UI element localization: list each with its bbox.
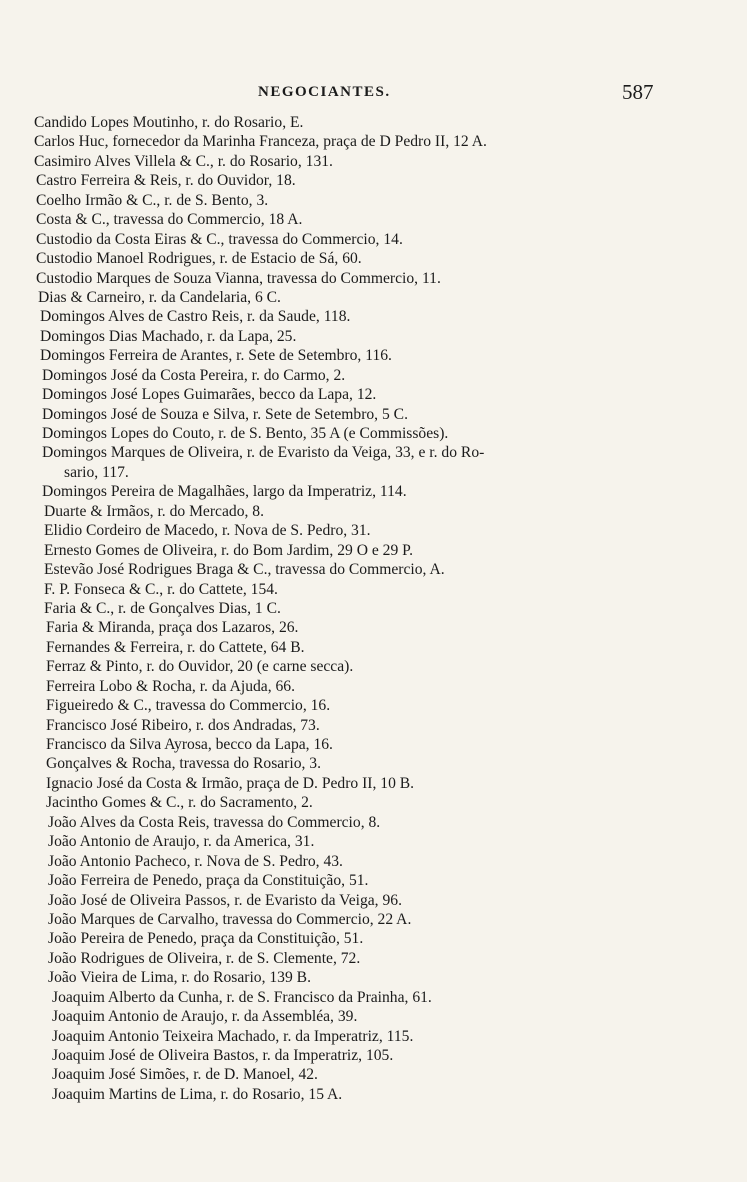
entry-continuation: sario, 117. (64, 463, 129, 481)
merchant-list (0, 113, 747, 1104)
running-head: NEGOCIANTES. (258, 84, 391, 100)
entry-text: Candido Lopes Moutinho, r. do Rosario, E. (34, 114, 304, 131)
list-item (0, 677, 747, 696)
entry-text: João Antonio Pacheco, r. Nova de S. Pedro, 43. (48, 852, 343, 870)
entry-text: João Ferreira de Penedo, praça da Constituição, 51. (48, 872, 369, 890)
list-item (0, 443, 747, 482)
page-header (0, 82, 747, 106)
list-item (0, 968, 747, 987)
entry-text: Joaquim José de Oliveira Bastos, r. da Imperatriz, 105. (52, 1047, 394, 1065)
list-item (0, 385, 747, 404)
entry-text: Casimiro Alves Villela & C., r. do Rosario, 131. (34, 152, 333, 170)
entry-text: João Vieira de Lima, r. do Rosario, 139 B. (48, 969, 311, 987)
entry-text: Custodio da Costa Eiras & C., travessa do Commercio, 14. (36, 230, 403, 248)
entry-text: Ignacio José da Costa & Irmão, praça de D. Pedro II, 10 B. (46, 774, 415, 792)
list-item (0, 230, 747, 249)
entry-text: Coelho Irmão & C., r. de S. Bento, 3. (36, 191, 269, 209)
entry-text: Ferraz & Pinto, r. do Ouvidor, 20 (e carne secca). (46, 658, 354, 676)
list-item (0, 832, 747, 851)
entry-text: Faria & Miranda, praça dos Lazaros, 26. (46, 619, 299, 637)
list-item (0, 132, 747, 151)
entry-text: Figueiredo & C., travessa do Commercio, 16. (46, 697, 331, 715)
entry-text: Ernesto Gomes de Oliveira, r. do Bom Jardim, 29 O e 29 P. (44, 541, 414, 559)
entry-text: Duarte & Irmãos, r. do Mercado, 8. (44, 502, 264, 520)
list-item (0, 793, 747, 812)
entry-text: Ferreira Lobo & Rocha, r. da Ajuda, 66. (46, 677, 296, 695)
entry-text: Domingos José da Costa Pereira, r. do Carmo, 2. (42, 366, 346, 384)
list-item (0, 910, 747, 929)
entry-text: Domingos Lopes do Couto, r. de S. Bento, 35 A (e Commissões). (42, 425, 449, 442)
entry-text: Domingos José Lopes Guimarães, becco da Lapa, 12. (42, 386, 377, 404)
list-item (0, 657, 747, 676)
list-item (0, 171, 747, 190)
entry-text: João Alves da Costa Reis, travessa do Commercio, 8. (48, 813, 381, 831)
list-item (0, 599, 747, 618)
entry-text: Joaquim Martins de Lima, r. do Rosario, 15 A. (52, 1085, 343, 1103)
entry-text: Carlos Huc, fornecedor da Marinha Franceza, praça de D Pedro II, 12 A. (34, 133, 487, 151)
entry-text: Domingos Dias Machado, r. da Lapa, 25. (40, 327, 297, 345)
list-item (0, 1027, 747, 1046)
list-item (0, 560, 747, 579)
list-item (0, 366, 747, 385)
list-item (0, 716, 747, 735)
list-item (0, 327, 747, 346)
entry-text: Gonçalves & Rocha, travessa do Rosario, 3. (46, 755, 321, 773)
list-item (0, 949, 747, 968)
entry-text: Custodio Manoel Rodrigues, r. de Estacio de Sá, 60. (36, 250, 362, 268)
entry-text: Costa & C., travessa do Commercio, 18 A. (36, 211, 303, 229)
entry-text: Domingos José de Souza e Silva, r. Sete de Setembro, 5 C. (42, 405, 408, 423)
entry-text: Dias & Carneiro, r. da Candelaria, 6 C. (38, 288, 281, 306)
list-item (0, 618, 747, 637)
list-item (0, 191, 747, 210)
entry-text: João José de Oliveira Passos, r. de Evaristo da Veiga, 96. (48, 891, 402, 909)
entry-text: Joaquim Antonio de Araujo, r. da Assembléa, 39. (52, 1008, 358, 1026)
list-item (0, 988, 747, 1007)
list-item (0, 152, 747, 171)
list-item (0, 871, 747, 890)
list-item (0, 482, 747, 501)
list-item (0, 852, 747, 871)
list-item (0, 735, 747, 754)
list-item (0, 346, 747, 365)
list-item (0, 774, 747, 793)
entry-text: Elidio Cordeiro de Macedo, r. Nova de S. Pedro, 31. (44, 522, 371, 540)
list-item (0, 754, 747, 773)
entry-text: Castro Ferreira & Reis, r. do Ouvidor, 18. (36, 172, 296, 190)
entry-text: Joaquim José Simões, r. de D. Manoel, 42. (52, 1066, 318, 1084)
list-item (0, 307, 747, 326)
list-item (0, 638, 747, 657)
entry-text: João Marques de Carvalho, travessa do Commercio, 22 A. (48, 910, 412, 928)
entry-text: Domingos Ferreira de Arantes, r. Sete de Setembro, 116. (40, 347, 392, 365)
entry-text: Joaquim Alberto da Cunha, r. de S. Francisco da Prainha, 61. (52, 988, 432, 1006)
entry-text: Fernandes & Ferreira, r. do Cattete, 64 B. (46, 638, 305, 656)
list-item (0, 521, 747, 540)
list-item (0, 1085, 747, 1104)
entry-text: Faria & C., r. de Gonçalves Dias, 1 C. (44, 599, 281, 617)
entry-text: João Rodrigues de Oliveira, r. de S. Clemente, 72. (48, 949, 361, 967)
entry-text: Jacintho Gomes & C., r. do Sacramento, 2. (46, 794, 313, 812)
page-number: 587 (622, 80, 654, 104)
list-item (0, 405, 747, 424)
list-item (0, 502, 747, 521)
list-item (0, 541, 747, 560)
list-item (0, 696, 747, 715)
list-item (0, 424, 747, 443)
entry-text: Domingos Marques de Oliveira, r. de Evaristo da Veiga, 33, e r. do Ro- (42, 444, 485, 462)
entry-text: F. P. Fonseca & C., r. do Cattete, 154. (44, 580, 278, 598)
list-item (0, 929, 747, 948)
entry-text: João Antonio de Araujo, r. da America, 31. (48, 833, 315, 851)
list-item (0, 1065, 747, 1084)
entry-text: Domingos Alves de Castro Reis, r. da Saude, 118. (40, 308, 351, 326)
list-item (0, 210, 747, 229)
entry-text: Joaquim Antonio Teixeira Machado, r. da Imperatriz, 115. (52, 1027, 414, 1045)
list-item (0, 113, 747, 132)
entry-text: Francisco José Ribeiro, r. dos Andradas, 73. (46, 716, 320, 734)
entry-text: Francisco da Silva Ayrosa, becco da Lapa, 16. (46, 736, 333, 754)
entry-text: Estevão José Rodrigues Braga & C., travessa do Commercio, A. (44, 561, 445, 579)
entry-text: Custodio Marques de Souza Vianna, travessa do Commercio, 11. (36, 269, 441, 287)
list-item (0, 249, 747, 268)
entry-text: João Pereira de Penedo, praça da Constituição, 51. (48, 930, 364, 948)
list-item (0, 269, 747, 288)
list-item (0, 1046, 747, 1065)
list-item (0, 891, 747, 910)
entry-text: Domingos Pereira de Magalhães, largo da Imperatriz, 114. (42, 483, 407, 501)
list-item (0, 813, 747, 832)
list-item (0, 1007, 747, 1026)
list-item (0, 580, 747, 599)
list-item (0, 288, 747, 307)
